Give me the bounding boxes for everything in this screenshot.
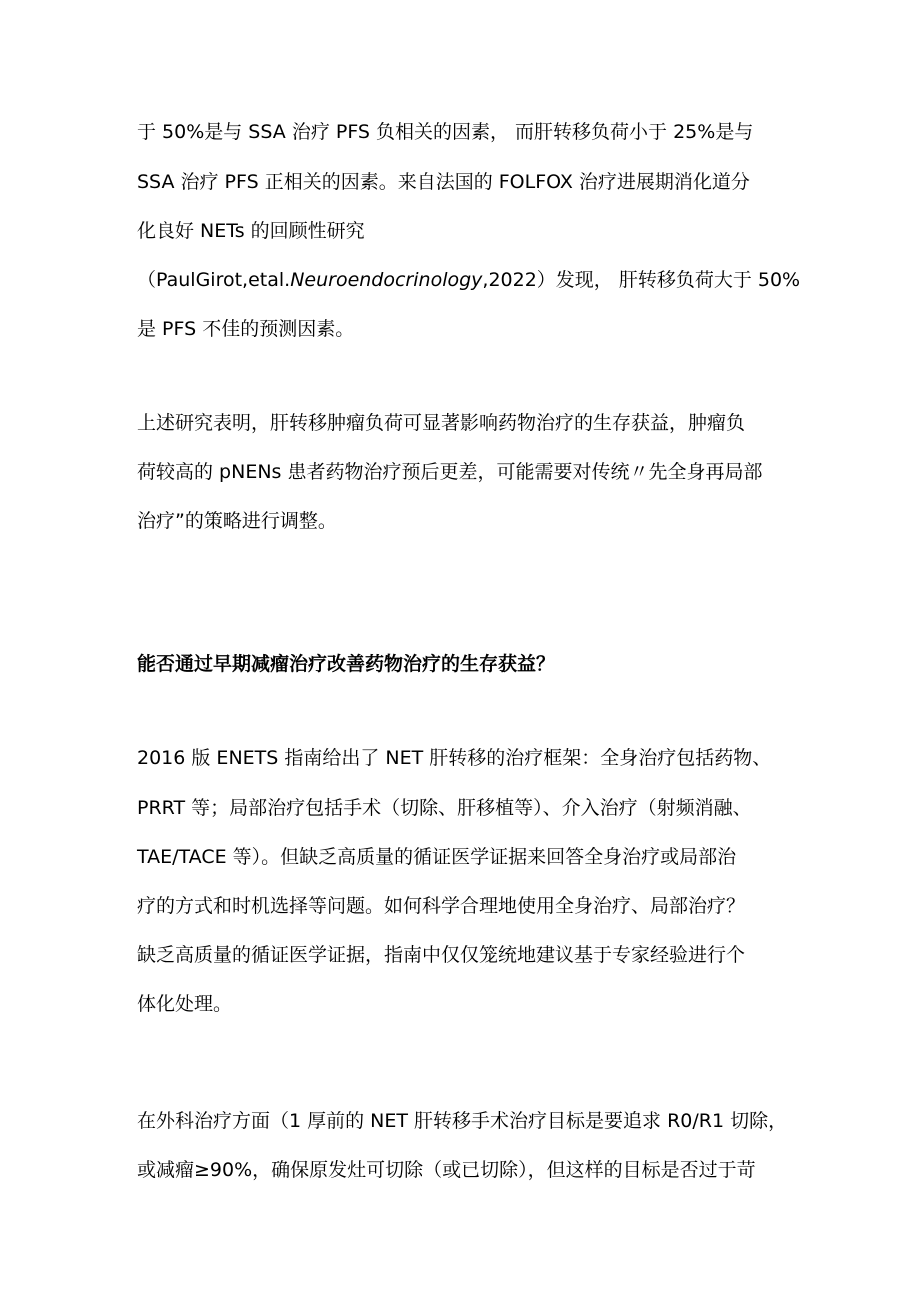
citation-journal: Neuroendocrinology	[290, 269, 483, 291]
paragraph-3-line-5: 缺乏高质量的循证医学证据，指南中仅仅笼统地建议基于专家经验进行个	[137, 944, 746, 966]
paragraph-1-line-2: SSA 治疗 PFS 正相关的因素。来自法国的 FOLFOX 治疗进展期消化道分	[137, 171, 750, 193]
paragraph-2-line-1: 上述研究表明，肝转移肿瘤负荷可显著影响药物治疗的生存获益，肿瘤负	[137, 412, 746, 434]
paragraph-2-line-3: 治疗”的策略进行调整。	[137, 510, 337, 532]
citation-rest: ,2022）发现， 肝转移负荷大于 50%	[482, 269, 801, 291]
paragraph-1-line-3: 化良好 NETs 的回顾性研究	[137, 220, 365, 242]
paragraph-4-line-2: 或减瘤≥90%，确保原发灶可切除（或已切除），但这样的目标是否过于苛	[137, 1159, 756, 1181]
paragraph-3-line-3: TAE/TACE 等）。但缺乏高质量的循证医学证据来回答全身治疗或局部治	[137, 846, 737, 868]
citation-authors: （PaulGirot,etal.	[137, 269, 291, 291]
paragraph-1-line-1: 于 50%是与 SSA 治疗 PFS 负相关的因素， 而肝转移负荷小于 25%是与	[137, 121, 754, 143]
paragraph-1-line-5: 是 PFS 不佳的预测因素。	[137, 318, 355, 340]
paragraph-3-line-6: 体化处理。	[137, 993, 233, 1015]
paragraph-4-line-1: 在外科治疗方面（1 厚前的 NET 肝转移手术治疗目标是要追求 R0/R1 切除，	[137, 1110, 788, 1132]
section-heading: 能否通过早期减瘤治疗改善药物治疗的生存获益？	[137, 653, 556, 675]
paragraph-1-citation-line	[137, 268, 800, 292]
paragraph-2-line-2: 荷较高的 pNENs 患者药物治疗预后更差，可能需要对传统〃先全身再局部	[137, 461, 763, 483]
paragraph-3-line-1: 2016 版 ENETS 指南给出了 NET 肝转移的治疗框架：全身治疗包括药物、	[137, 747, 772, 769]
paragraph-3-line-2: PRRT 等；局部治疗包括手术（切除、肝移植等）、介入治疗（射频消融、	[137, 797, 752, 819]
paragraph-3-line-4: 疗的方式和时机选择等问题。如何科学合理地使用全身治疗、局部治疗？	[137, 895, 746, 917]
